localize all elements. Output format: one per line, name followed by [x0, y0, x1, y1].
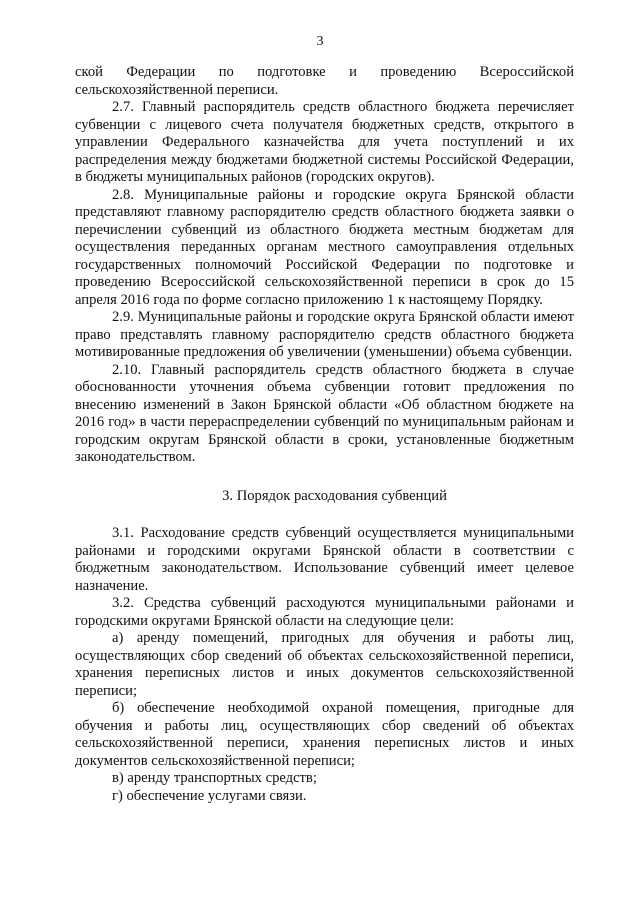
list-item-a: а) аренду помещений, пригодных для обучения и работы лиц, осуществляющих сбор сведений об объектах сельскохозяйственной переписи, хранения переписных листов и иных документов сельскохозяйственной переписи;	[75, 630, 574, 699]
list-item-b: б) обеспечение необходимой охраной помещения, пригодные для обучения и работы лиц, осуществляющих сбор сведений об объектах сельскохозяйственной переписи, хранения переписных листов и иных документов сельскохозяйственной переписи;	[75, 700, 574, 769]
list-item-g: г) обеспечение услугами связи.	[112, 787, 307, 804]
list-item-v: в) аренду транспортных средств;	[112, 770, 317, 786]
page-number: 3	[316, 34, 324, 49]
paragraph-continuation: ской Федерации по подготовке и проведению Всероссийской сельскохозяйственной переписи.	[75, 64, 574, 98]
paragraph-2-10: 2.10. Главный распорядитель средств областного бюджета в случае обоснованности уточнения объема субвенции готовит предложения по внесению изменений в Закон Брянской области «Об областном бюджете на 2016 год» в части перераспределении субвенций по муниципальным районам и городским округам Брянской области в сроки, установленные бюджетным законодательством.	[75, 361, 574, 465]
paragraph-3-2: 3.2. Средства субвенций расходуются муниципальными районами и городскими округами Брянской области на следующие цели:	[75, 595, 574, 629]
section-3-heading: 3. Порядок расходования субвенций	[222, 487, 447, 504]
document-body	[75, 64, 574, 805]
paragraph-3-1: 3.1. Расходование средств субвенций осуществляется муниципальными районами и городскими округами Брянской области в соответствии с бюджетным законодательством. Использование субвенций имеет целевое назначение.	[75, 525, 574, 594]
paragraph-2-9: 2.9. Муниципальные районы и городские округа Брянской области имеют право представлять главному распорядителю средств областного бюджета мотивированные предложения об увеличении (уменьшении) объема субвенции.	[75, 309, 574, 360]
paragraph-2-8: 2.8. Муниципальные районы и городские округа Брянской области представляют главному распорядителю средств областного бюджета заявки о перечислении субвенций из областного бюджета местным бюджетам для осуществления переданных органам местного самоуправления отдельных государственных полномочий Российской Федерации по подготовке и проведению Всероссийской сельскохозяйственной переписи в срок до 15 апреля 2016 года по форме согласно приложению 1 к настоящему Порядку.	[75, 186, 574, 308]
paragraph-2-7: 2.7. Главный распорядитель средств областного бюджета перечисляет субвенции с лицевого счета получателя бюджетных средств, открытого в управлении Федерального казначейства для учета поступлений и их распределения между бюджетами бюджетной системы Российской Федерации, в бюджеты муниципальных районов (городских округов).	[75, 99, 574, 185]
